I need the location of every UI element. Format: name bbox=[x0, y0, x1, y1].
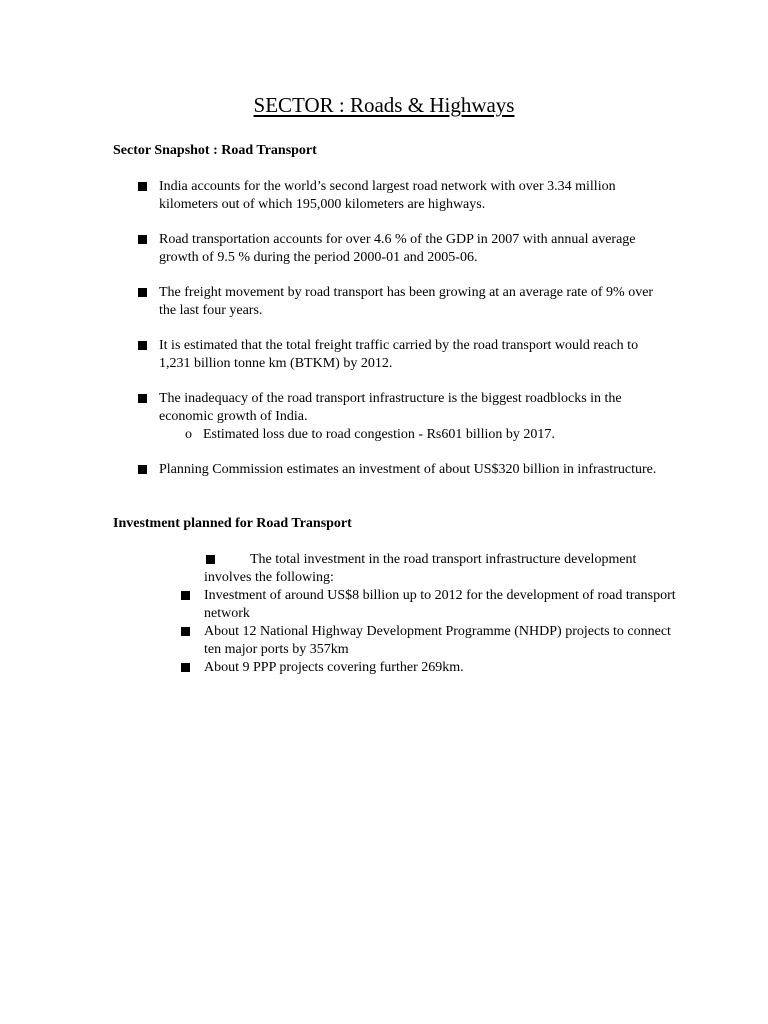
list-item bbox=[181, 623, 681, 659]
sub-list-item-text: Estimated loss due to road congestion - Rs601 billion by 2017. bbox=[203, 427, 555, 442]
list-item bbox=[138, 337, 658, 373]
square-bullet-icon bbox=[181, 663, 190, 672]
list-item-text: It is estimated that the total freight traffic carried by the road transport would reach to 1,231 billion tonne km (BTKM) by 2012. bbox=[159, 338, 639, 371]
square-bullet-icon bbox=[138, 465, 147, 474]
list-item-text: Planning Commission estimates an investment of about US$320 billion in infrastructure. bbox=[159, 462, 657, 477]
list-item-text: Road transportation accounts for over 4.6 % of the GDP in 2007 with annual average growth of 9.5 % during the period 2000-01 and 2005-06. bbox=[159, 232, 636, 265]
list-item bbox=[138, 231, 658, 267]
list-item-text: Investment of around US$8 billion up to 2012 for the development of road transport network bbox=[204, 588, 676, 621]
section-heading-investment: Investment planned for Road Transport bbox=[113, 516, 352, 531]
list-item bbox=[181, 659, 681, 677]
list-item-text: About 9 PPP projects covering further 269km. bbox=[204, 660, 464, 675]
list-item bbox=[138, 284, 658, 320]
list-item-text: India accounts for the world’s second largest road network with over 3.34 million kilometers out of which 195,000 kilometers are highways. bbox=[159, 179, 616, 212]
list-item-text: The inadequacy of the road transport infrastructure is the biggest roadblocks in the economic growth of India. bbox=[159, 391, 622, 424]
page-title: SECTOR : Roads & Highways bbox=[253, 93, 515, 117]
square-bullet-icon bbox=[181, 627, 190, 636]
square-bullet-icon bbox=[138, 341, 147, 350]
square-bullet-icon bbox=[206, 555, 215, 564]
list-item-text: The freight movement by road transport has been growing at an average rate of 9% over the last four years. bbox=[159, 285, 654, 318]
investment-list bbox=[181, 551, 681, 677]
circle-bullet-icon: o bbox=[185, 427, 192, 442]
sub-list-item bbox=[159, 426, 658, 444]
list-item bbox=[138, 461, 658, 479]
list-item bbox=[181, 587, 681, 623]
square-bullet-icon bbox=[138, 394, 147, 403]
section-heading-snapshot: Sector Snapshot : Road Transport bbox=[113, 143, 317, 158]
square-bullet-icon bbox=[138, 182, 147, 191]
square-bullet-icon bbox=[181, 591, 190, 600]
list-item-text: The total investment in the road transport infrastructure development involves the following: bbox=[204, 552, 637, 585]
snapshot-list bbox=[138, 178, 658, 496]
list-item bbox=[138, 178, 658, 214]
list-item-text: About 12 National Highway Development Programme (NHDP) projects to connect ten major ports by 357km bbox=[204, 624, 671, 657]
square-bullet-icon bbox=[138, 288, 147, 297]
square-bullet-icon bbox=[138, 235, 147, 244]
list-item bbox=[138, 390, 658, 444]
list-item bbox=[181, 551, 681, 587]
